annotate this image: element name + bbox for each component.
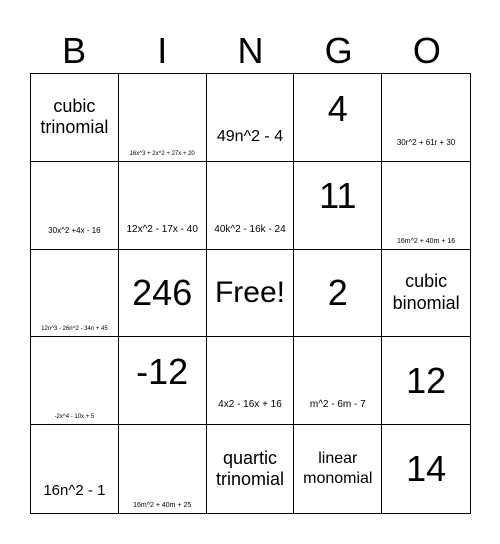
bingo-cell[interactable] (31, 74, 119, 162)
bingo-header (30, 28, 471, 74)
bingo-cell[interactable] (207, 425, 295, 513)
cell-text: 16m^2 + 40m + 16 (397, 237, 456, 245)
cell-text: 12 (406, 359, 447, 401)
header-letter-b: B (62, 30, 87, 71)
cell-text: 246 (132, 272, 193, 314)
bingo-cell[interactable] (294, 250, 382, 338)
bingo-free-cell[interactable] (207, 250, 295, 338)
bingo-cell[interactable] (119, 425, 207, 513)
bingo-cell[interactable] (382, 337, 470, 425)
cell-text: 49n^2 - 4 (216, 127, 284, 145)
cell-text: -2x^4 - 10x + 5 (54, 414, 95, 421)
bingo-cell[interactable] (119, 250, 207, 338)
bingo-cell[interactable] (31, 250, 119, 338)
cell-text: 30r^2 + 61r + 30 (396, 137, 456, 147)
cell-text: linear monomial (303, 450, 373, 488)
bingo-cell[interactable] (294, 162, 382, 250)
cell-text: 4x2 - 16x + 16 (218, 399, 282, 411)
bingo-cell[interactable] (207, 74, 295, 162)
cell-text: 16x^3 + 2x^2 + 27x + 20 (129, 150, 195, 157)
cell-text: 30x^2 +4x - 16 (48, 225, 101, 235)
cell-text: 11 (319, 175, 357, 217)
cell-text: m^2 - 6m - 7 (309, 399, 366, 411)
header-letter-g: G (324, 30, 353, 71)
bingo-cell[interactable] (382, 250, 470, 338)
bingo-cell[interactable] (207, 162, 295, 250)
bingo-cell[interactable] (31, 337, 119, 425)
bingo-cell[interactable] (294, 74, 382, 162)
cell-text: 12x^2 - 17x - 40 (126, 223, 198, 235)
header-letter-n: N (237, 30, 264, 71)
cell-text: quartic trinomial (215, 447, 284, 490)
cell-text: 16n^2 - 1 (43, 482, 106, 499)
bingo-cell[interactable] (119, 337, 207, 425)
header-letter-o: O (412, 30, 441, 71)
cell-text: -12 (136, 350, 189, 392)
bingo-cell[interactable] (207, 337, 295, 425)
bingo-cell[interactable] (119, 162, 207, 250)
header-letter-i: I (157, 30, 168, 71)
cell-text: cubic trinomial (40, 95, 109, 138)
cell-text: 16m^2 + 40m + 25 (133, 502, 192, 509)
cell-text: 40k^2 - 16k - 24 (214, 223, 286, 235)
cell-text: 12n^3 - 26n^2 - 34n + 45 (41, 326, 108, 333)
bingo-cell[interactable] (382, 425, 470, 513)
bingo-cell[interactable] (119, 74, 207, 162)
bingo-cell[interactable] (31, 162, 119, 250)
cell-text: 14 (406, 448, 447, 490)
bingo-cell[interactable] (294, 337, 382, 425)
bingo-cell[interactable] (382, 74, 470, 162)
bingo-cell[interactable] (294, 425, 382, 513)
cell-text: 2 (327, 272, 348, 314)
bingo-cell[interactable] (382, 162, 470, 250)
bingo-board (30, 73, 471, 514)
free-space-label: Free! (214, 275, 285, 309)
cell-text: cubic binomial (392, 271, 460, 313)
cell-text: 4 (327, 87, 348, 129)
bingo-cell[interactable] (31, 425, 119, 513)
